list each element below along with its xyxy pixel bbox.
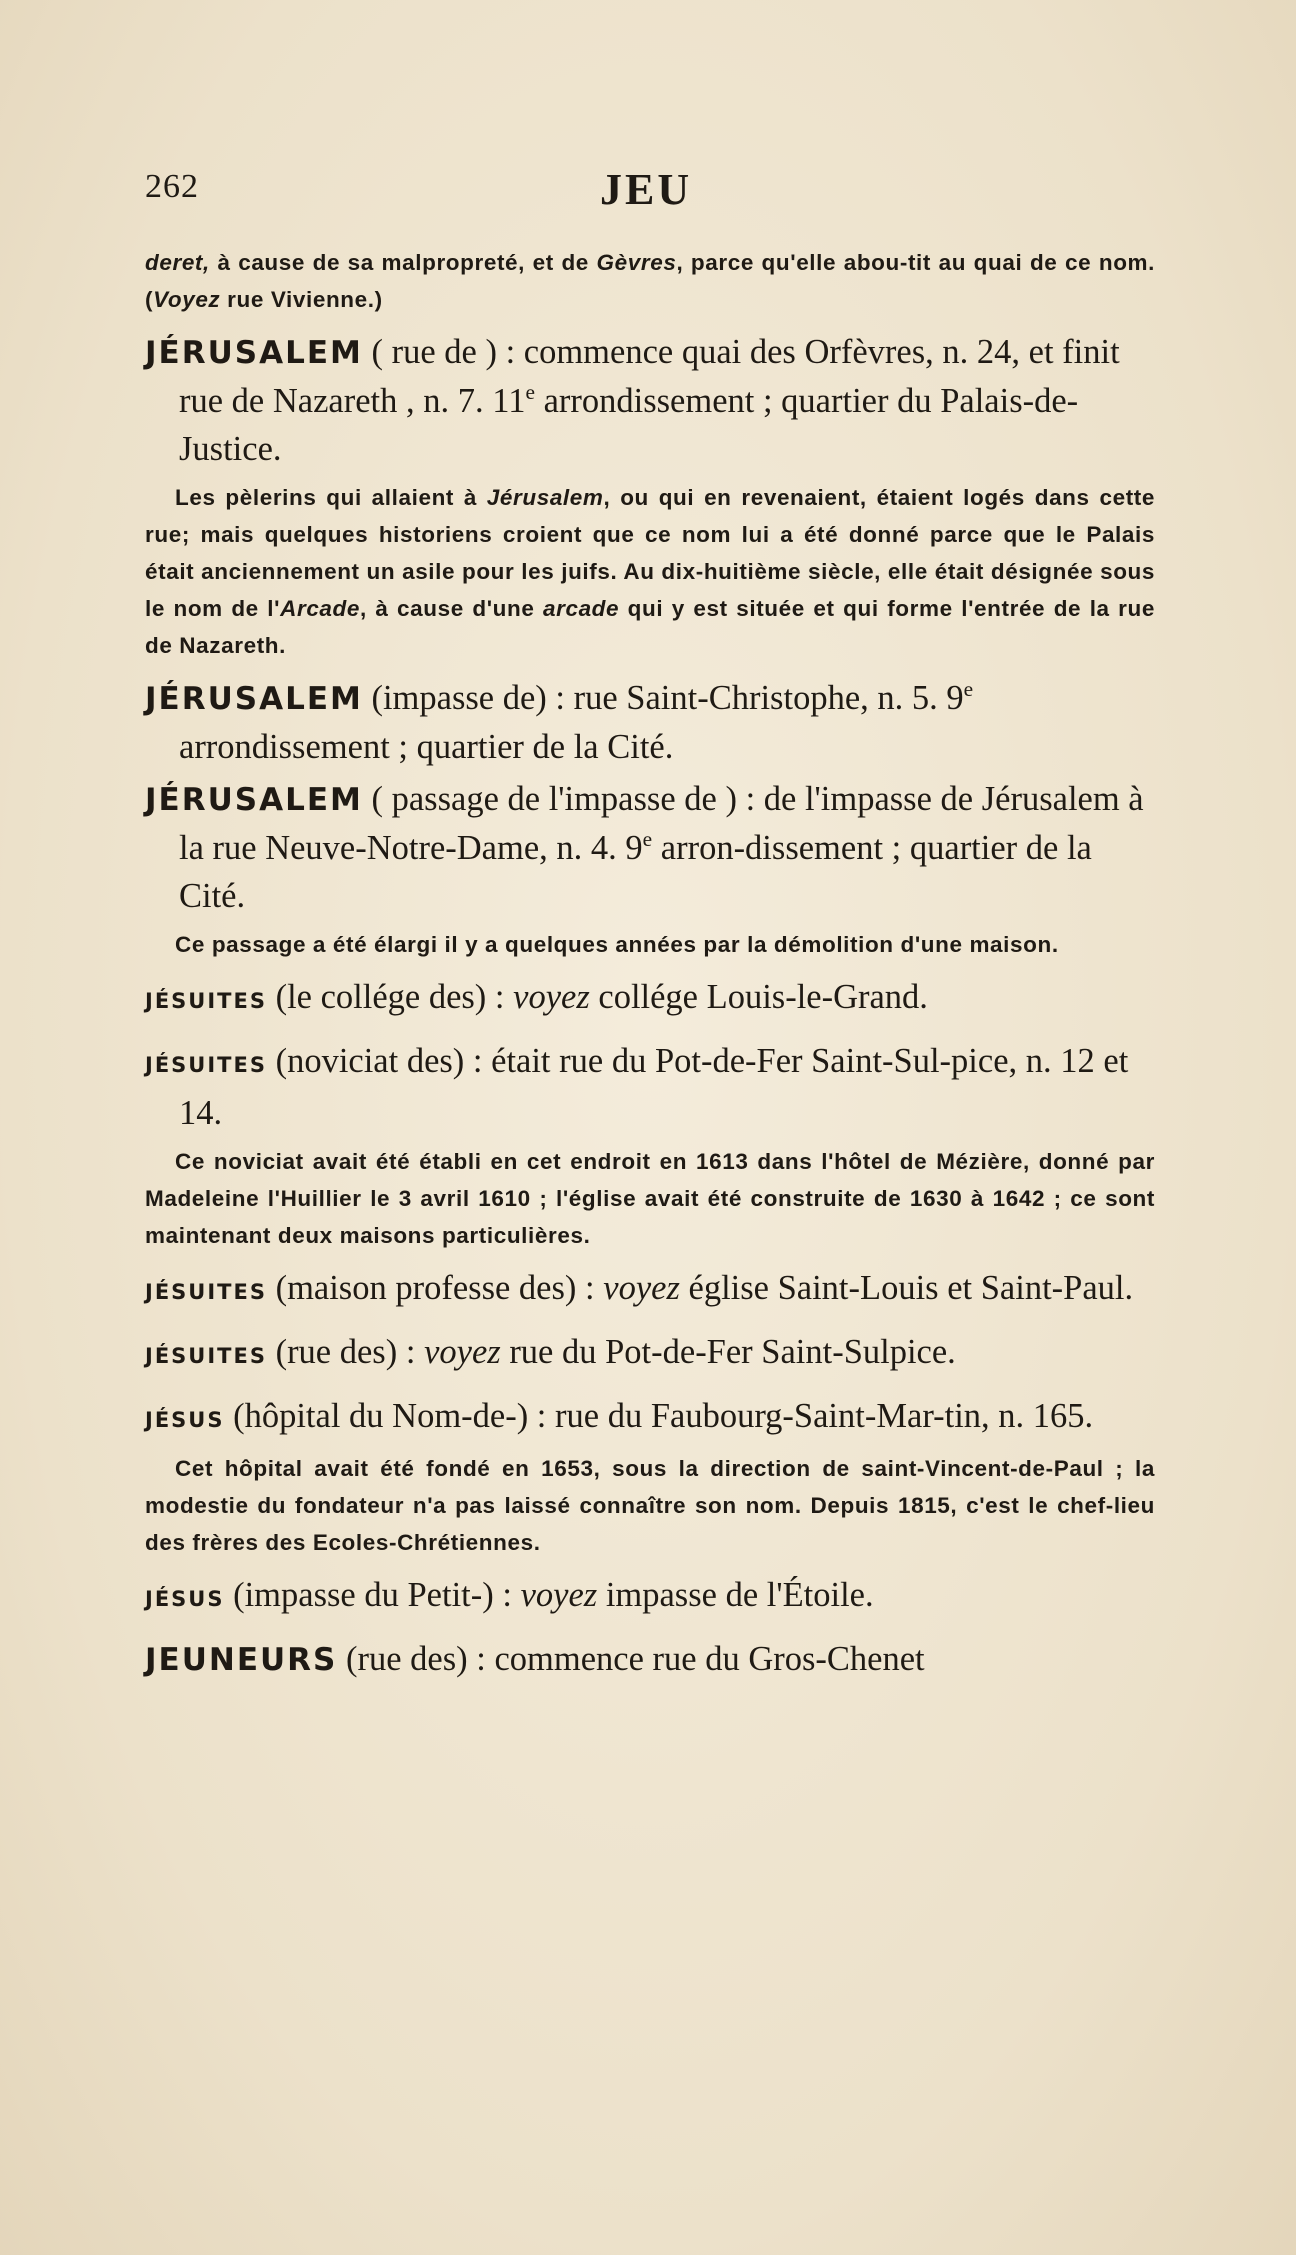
entry-text: rue du Pot-de-Fer Saint-Sulpice. bbox=[500, 1333, 956, 1371]
entry-impasse-jerusalem bbox=[145, 674, 1155, 771]
entry-text: (noviciat des) : était rue du Pot-de-Fer Saint-Sul-pice, n. 12 et 14. bbox=[179, 1042, 1129, 1132]
italic-word: Voyez bbox=[153, 287, 221, 312]
entry-maison-professe-jesuites bbox=[145, 1264, 1155, 1316]
italic-word: deret, bbox=[145, 250, 210, 275]
entry-rue-jesuites bbox=[145, 1328, 1155, 1380]
entry-hopital-jesus bbox=[145, 1392, 1155, 1444]
entry-passage-jerusalem bbox=[145, 775, 1155, 920]
italic-word: voyez bbox=[520, 1576, 598, 1614]
italic-word: Gèvres bbox=[596, 250, 677, 275]
italic-word: arcade bbox=[542, 596, 620, 621]
entry-headword: JÉSUITES bbox=[145, 1344, 267, 1368]
entry-note: Cet hôpital avait été fondé en 1653, sous la direction de saint-Vincent-de-Paul ; la modestie du fondateur n'a pas laissé connaître son nom. Depuis 1815, c'est le chef-lieu des frères des Ecoles-Chrétiennes. bbox=[145, 1456, 1155, 1555]
book-page bbox=[145, 165, 1155, 1684]
entry-text: ( rue de ) : commence quai des Orfèvres, n. 24, et finit rue de Nazareth , n. 7. 11 bbox=[179, 333, 1120, 420]
entry-college-jesuites bbox=[145, 973, 1155, 1025]
entry-text: (hôpital du Nom-de-) : rue du Faubourg-Saint-Mar-tin, n. 165. bbox=[224, 1397, 1094, 1435]
entry-impasse-petit-jesus bbox=[145, 1571, 1155, 1623]
entry-text: (rue des) : bbox=[266, 1333, 425, 1371]
running-title: JEU bbox=[600, 165, 693, 214]
entry-text: (impasse de) : rue Saint-Christophe, n. 5. 9 bbox=[362, 679, 964, 717]
italic-word: voyez bbox=[513, 978, 590, 1016]
entry-text: (le collége des) : bbox=[266, 978, 514, 1016]
note-text: , ou qui en revenaient, étaient logés dans cette rue; mais quelques historiens croient que ce nom lui a été donné parce que le Palais était anciennement un asile pour les juifs. Au dix-huitième siècle, elle était désignée sous le nom de l' bbox=[145, 485, 1155, 621]
entry-note: Ce noviciat avait été établi en cet endroit en 1613 dans l'hôtel de Mézière, donné par Madeleine l'Huillier le 3 avril 1610 ; l'église avait été construite de 1630 à 1642 ; ce sont maintenant deux maisons particulières. bbox=[145, 1149, 1155, 1248]
entry-headword: JÉSUS bbox=[145, 1408, 225, 1432]
entry-headword: JÉRUSALEM bbox=[145, 782, 363, 818]
text-fragment: rue Vivienne.) bbox=[220, 287, 383, 312]
entry-headword: JÉSUITES bbox=[145, 1280, 267, 1304]
italic-word: Arcade bbox=[280, 596, 360, 621]
running-header bbox=[145, 165, 1155, 238]
entry-headword: JÉSUITES bbox=[145, 989, 267, 1013]
entry-rue-jerusalem bbox=[145, 328, 1155, 473]
entry-headword: JÉRUSALEM bbox=[145, 335, 363, 371]
entry-text: arron-dissement ; quartier de la Cité. bbox=[179, 829, 1092, 915]
entry-headword: JÉSUS bbox=[145, 1587, 225, 1611]
entry-noviciat-jesuites bbox=[145, 1037, 1155, 1137]
page-number: 262 bbox=[145, 168, 199, 205]
text-fragment: , parce qu'elle abou-tit au quai de ce nom. ( bbox=[145, 250, 1155, 312]
entry-note: Ce passage a été élargi il y a quelques années par la démolition d'une maison. bbox=[175, 932, 1059, 957]
entry-headword: JÉSUITES bbox=[145, 1053, 267, 1077]
entry-note bbox=[145, 479, 1155, 664]
italic-word: voyez bbox=[424, 1333, 501, 1371]
note-text: Les pèlerins qui allaient à bbox=[175, 485, 487, 510]
entry-text: (rue des) : commence rue du Gros-Chenet bbox=[337, 1640, 925, 1678]
ordinal-suffix: e bbox=[642, 827, 653, 852]
continuation-paragraph bbox=[145, 244, 1155, 318]
entry-rue-jeuneurs bbox=[145, 1635, 1155, 1684]
entry-text: ( passage de l'impasse de ) : de l'impasse de Jérusalem à la rue Neuve-Notre-Dame, n. 4. 9 bbox=[179, 780, 1144, 867]
entry-text: arrondissement ; quartier de la Cité. bbox=[179, 728, 674, 766]
note-text: qui y est située et qui forme l'entrée de la rue de Nazareth. bbox=[145, 596, 1155, 658]
entry-text: (impasse du Petit-) : bbox=[224, 1576, 521, 1614]
italic-word: Jérusalem bbox=[486, 485, 604, 510]
text-fragment: à cause de sa malpropreté, et de bbox=[209, 250, 597, 275]
entry-text: (maison professe des) : bbox=[266, 1269, 604, 1307]
ordinal-suffix: e bbox=[963, 677, 974, 702]
note-text: , à cause d'une bbox=[360, 596, 543, 621]
entry-text: impasse de l'Étoile. bbox=[597, 1576, 874, 1614]
entry-text: arrondissement ; quartier du Palais-de-Justice. bbox=[179, 382, 1079, 468]
entry-headword: JÉRUSALEM bbox=[145, 681, 363, 717]
entry-text: église Saint-Louis et Saint-Paul. bbox=[679, 1269, 1134, 1307]
entry-text: collége Louis-le-Grand. bbox=[589, 978, 928, 1016]
entry-headword: JEUNEURS bbox=[145, 1642, 338, 1678]
ordinal-suffix: e bbox=[525, 380, 535, 405]
italic-word: voyez bbox=[603, 1269, 680, 1307]
